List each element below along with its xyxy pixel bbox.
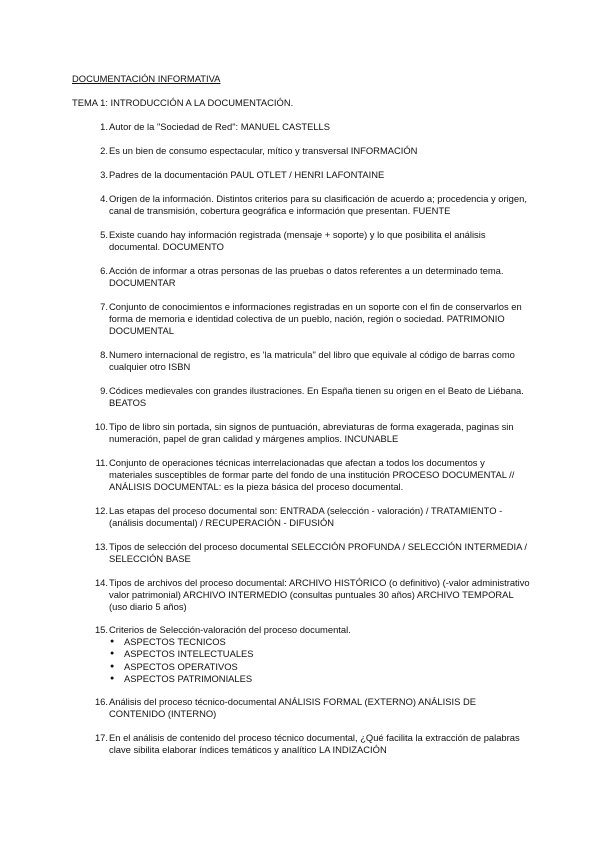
item-text: Origen de la información. Distintos criterios para su clasificación de acuerdo a; procedencia y origen, canal de transmisión, cobertura geográfica e información que presentan. FUENTE	[109, 193, 527, 217]
item-number: 5.	[100, 229, 108, 240]
list-item	[90, 169, 530, 181]
document-title: DOCUMENTACIÓN INFORMATIVA	[72, 73, 221, 84]
list-item	[90, 385, 530, 409]
list-item	[90, 624, 530, 685]
list-item	[90, 457, 530, 494]
item-number: 1.	[100, 121, 108, 132]
item-number: 13.	[94, 541, 108, 552]
list-item	[90, 229, 530, 253]
item-number: 11.	[95, 457, 108, 468]
item-text: Existe cuando hay información registrada (mensaje + soporte) y lo que posibilita el análisis documental. DOCUMENTO	[109, 229, 486, 253]
list-item	[90, 193, 530, 217]
item-text: Tipos de archivos del proceso documental: ARCHIVO HISTÓRICO (o definitivo) (-valor administrativo valor patrimonial) ARCHIVO INTERMEDIO (consultas puntuales 30 años) ARCHIVO TEMPORAL (uso diario 5 años)	[109, 577, 530, 613]
item-text: Numero internacional de registro, es 'la matricula" del libro que equivale al código de barras como cualquier otro ISBN	[109, 349, 515, 373]
item-text: Códices medievales con grandes ilustraciones. En España tienen su origen en el Beato de Liébana. BEATOS	[109, 385, 524, 409]
item-text: Autor de la "Sociedad de Red": MANUEL CASTELLS	[109, 121, 331, 132]
item-text: En el análisis de contenido del proceso técnico documental, ¿Qué facilita la extracción de palabras clave sibilita elaborar índices temáticos y analítico LA INDIZACIÓN	[109, 732, 520, 756]
list-item	[90, 732, 530, 756]
item-number: 4.	[100, 193, 108, 204]
item-number: 3.	[100, 169, 108, 180]
item-number: 7.	[100, 301, 108, 312]
item-text: Tipos de selección del proceso documental SELECCIÓN PROFUNDA / SELECCIÓN INTERMEDIA / SELECCIÓN BASE	[109, 541, 528, 565]
list-item	[90, 145, 530, 157]
list-item	[90, 577, 530, 614]
item-number: 14.	[94, 577, 108, 588]
item-text: Tipo de libro sin portada, sin signos de puntuación, abreviaturas de forma exagerada, paginas sin numeración, papel de gran calidad y márgenes amplios. INCUNABLE	[109, 421, 514, 445]
item-text: Conjunto de operaciones técnicas interrelacionadas que afectan a todos los documentos y materiales susceptibles de formar parte del fondo de una institución PROCESO DOCUMENTAL // ANÁLISIS DOCUMENTAL: es la pieza básica del proceso documental.	[109, 457, 515, 493]
list-item	[90, 696, 530, 720]
section-title: TEMA 1: INTRODUCCIÓN A LA DOCUMENTACIÓN.	[72, 97, 294, 108]
item-number: 8.	[100, 349, 108, 360]
bullet-item: ● ASPECTOS PATRIMONIALES	[110, 673, 530, 685]
list-item	[90, 265, 530, 289]
item-number: 9.	[100, 385, 108, 396]
item-text: Conjunto de conocimientos e informaciones registradas en un soporte con el fin de conservarlos en forma de memoria e identidad colectiva de un pueblo, nación, región o sociedad. PATRIMONIO DOCUMENTAL	[109, 301, 522, 337]
item-text: Padres de la documentación PAUL OTLET / HENRI LAFONTAINE	[109, 169, 385, 180]
list-item	[90, 301, 530, 338]
item-number: 6.	[100, 265, 108, 276]
item-number: 12.	[94, 505, 108, 516]
list-item	[90, 541, 530, 565]
item-number: 15.	[94, 624, 108, 635]
list-item	[90, 505, 530, 529]
item-number: 16.	[94, 696, 108, 707]
item-text: Criterios de Selección-valoración del proceso documental.	[109, 624, 351, 635]
item-number: 2.	[100, 145, 108, 156]
list-item	[90, 349, 530, 373]
item-text: Las etapas del proceso documental son: ENTRADA (selección - valoración) / TRATAMIENTO - (análisis documental) / RECUPERACIÓN - DIFUSIÓN	[109, 505, 503, 529]
item-text: Análisis del proceso técnico-documental ANÁLISIS FORMAL (EXTERNO) ANÁLISIS DE CONTENIDO (INTERNO)	[109, 696, 476, 720]
list-item	[90, 121, 530, 133]
list-item	[90, 421, 530, 445]
item-number: 17.	[94, 732, 108, 743]
bullet-item: ● ASPECTOS TECNICOS	[110, 636, 530, 648]
item-text: Es un bien de consumo espectacular, mítico y transversal INFORMACIÓN	[109, 145, 418, 156]
item-text: Acción de informar a otras personas de las pruebas o datos referentes a un determinado tema. DOCUMENTAR	[109, 265, 504, 289]
bullet-item: ● ASPECTOS INTELECTUALES	[110, 648, 530, 660]
bullet-list	[90, 636, 530, 685]
bullet-item: ● ASPECTOS OPERATIVOS	[110, 661, 530, 673]
item-number: 10.	[94, 421, 108, 432]
